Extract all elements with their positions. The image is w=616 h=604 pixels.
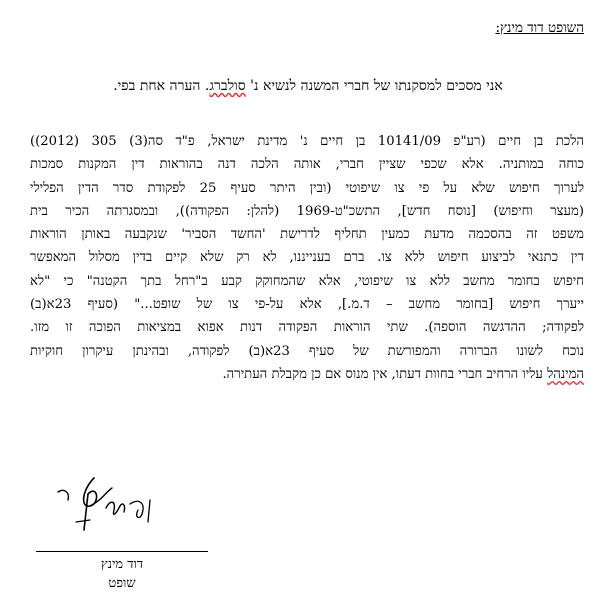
- paragraph-line-1: הלכת בן חיים (רע"פ 10141/09 בן חיים נ' מדינת ישראל, פ"ד סה(3) 305 (2012)): [30, 134, 584, 149]
- opening-part-2: . הערה אחת בפי.: [113, 78, 210, 94]
- signer-name: דוד מינץ: [100, 557, 144, 572]
- handwritten-signature: [36, 470, 208, 550]
- signature-line: [36, 551, 208, 552]
- paragraph-line-4: (מעצר וחיפוש) [נוסח חדש], התשכ"ט-1969 (להלן: הפקודה)), ובמסגרתה הכיר בית: [30, 203, 584, 219]
- paragraph-line-3: לערוך חיפוש שלא על פי צו שיפוטי (ובין היתר סעיף 25 לפקודת סדר הדין הפלילי: [30, 180, 585, 196]
- opening-part-1: אני מסכים למסקנתו של חברי המשנה לנשיא נ': [245, 78, 503, 94]
- spellcheck-word-solberg: סולברג: [209, 78, 246, 94]
- paragraph-line-10: נוכח לשונו הברורה והמפורשת של סעיף 23א(ב) לפקודה, ובהינתן עיקרון חוקיות: [30, 343, 584, 359]
- paragraph-line-2: כוחה במותניה. אלא שכפי שציין חברי, אותה הלכה דנה בהוראות דין המקנות סמכות: [30, 157, 584, 173]
- signature-scribble: [54, 470, 164, 542]
- paragraph-line-5: משפט זה בהסכמה מדעת כמעין תחליף לדרישת 'החשד הסביר' שנקבעה באותן הוראות: [30, 227, 584, 243]
- signer-title: שופט: [108, 576, 136, 591]
- opinion-paragraph: [30, 130, 584, 386]
- paragraph-line-11: [30, 363, 584, 386]
- opening-sentence: [0, 78, 616, 95]
- paragraph-line-6: דין כתנאי לביצוע חיפוש ללא צו. ברם בענייננו, לא רק שלא קיים בדין מסלול המאפשר: [30, 250, 584, 266]
- paragraph-line-11-rest: עליו הרחיב חברי בחוות דעתו, אין מנוס אם כן מקבלת העתירה.: [222, 366, 548, 382]
- paragraph-line-8: ייערך חיפוש [בחומר מחשב – ד.מ.], אלא על-פי צו של שופט..." (סעיף 23א(ב): [30, 297, 584, 313]
- judge-heading: השופט דוד מינץ:: [495, 20, 584, 36]
- spellcheck-word-haminhal: המינהל: [547, 366, 584, 382]
- paragraph-line-9: לפקודה; ההדגשה הוספה). שתי הוראות הפקודה דנות אפוא במציאות הפוכה זו מזו.: [30, 320, 584, 336]
- paragraph-line-7: חיפוש בחומר מחשב ללא צו שיפוטי, אלא שהמחוקק קבע ב"רחל בתך הקטנה" כי "לא: [30, 273, 584, 289]
